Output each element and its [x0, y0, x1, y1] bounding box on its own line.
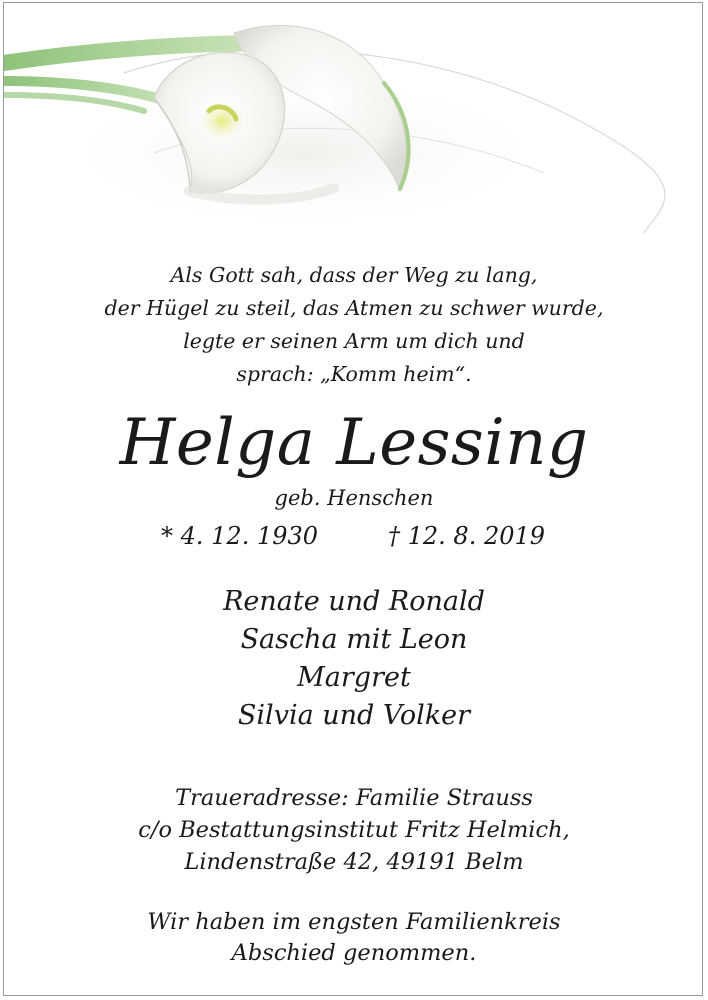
- poem-line: sprach: „Komm heim“.: [236, 362, 472, 386]
- maiden-name: geb. Henschen: [274, 486, 434, 510]
- closing-note: [4, 907, 703, 969]
- poem-line: der Hügel zu steil, das Atmen zu schwer wurde,: [104, 296, 604, 320]
- deceased-name: Helga Lessing: [119, 406, 589, 480]
- address-line: Lindenstraße 42, 49191 Belm: [184, 849, 524, 875]
- birth-date: * 4. 12. 1930: [161, 522, 319, 550]
- death-date: † 12. 8. 2019: [388, 522, 546, 550]
- poem-line: legte er seinen Arm um dich und: [183, 329, 525, 353]
- mourning-address: [4, 782, 703, 878]
- address-line: c/o Bestattungsinstitut Fritz Helmich,: [138, 817, 570, 843]
- mourner: Margret: [297, 662, 411, 693]
- mourner: Renate und Ronald: [223, 586, 485, 617]
- poem-line: Als Gott sah, dass der Weg zu lang,: [170, 263, 538, 287]
- poem: [4, 259, 703, 391]
- obituary-card: [3, 2, 703, 996]
- calla-lily-icon: [4, 3, 703, 243]
- mourners-list: [4, 583, 703, 735]
- closing-line: Abschied genommen.: [231, 940, 477, 966]
- closing-line: Wir haben im engsten Familienkreis: [147, 909, 561, 935]
- mourner: Sascha mit Leon: [240, 624, 468, 655]
- mourner: Silvia und Volker: [237, 700, 471, 731]
- address-line: Traueradresse: Familie Strauss: [175, 785, 533, 811]
